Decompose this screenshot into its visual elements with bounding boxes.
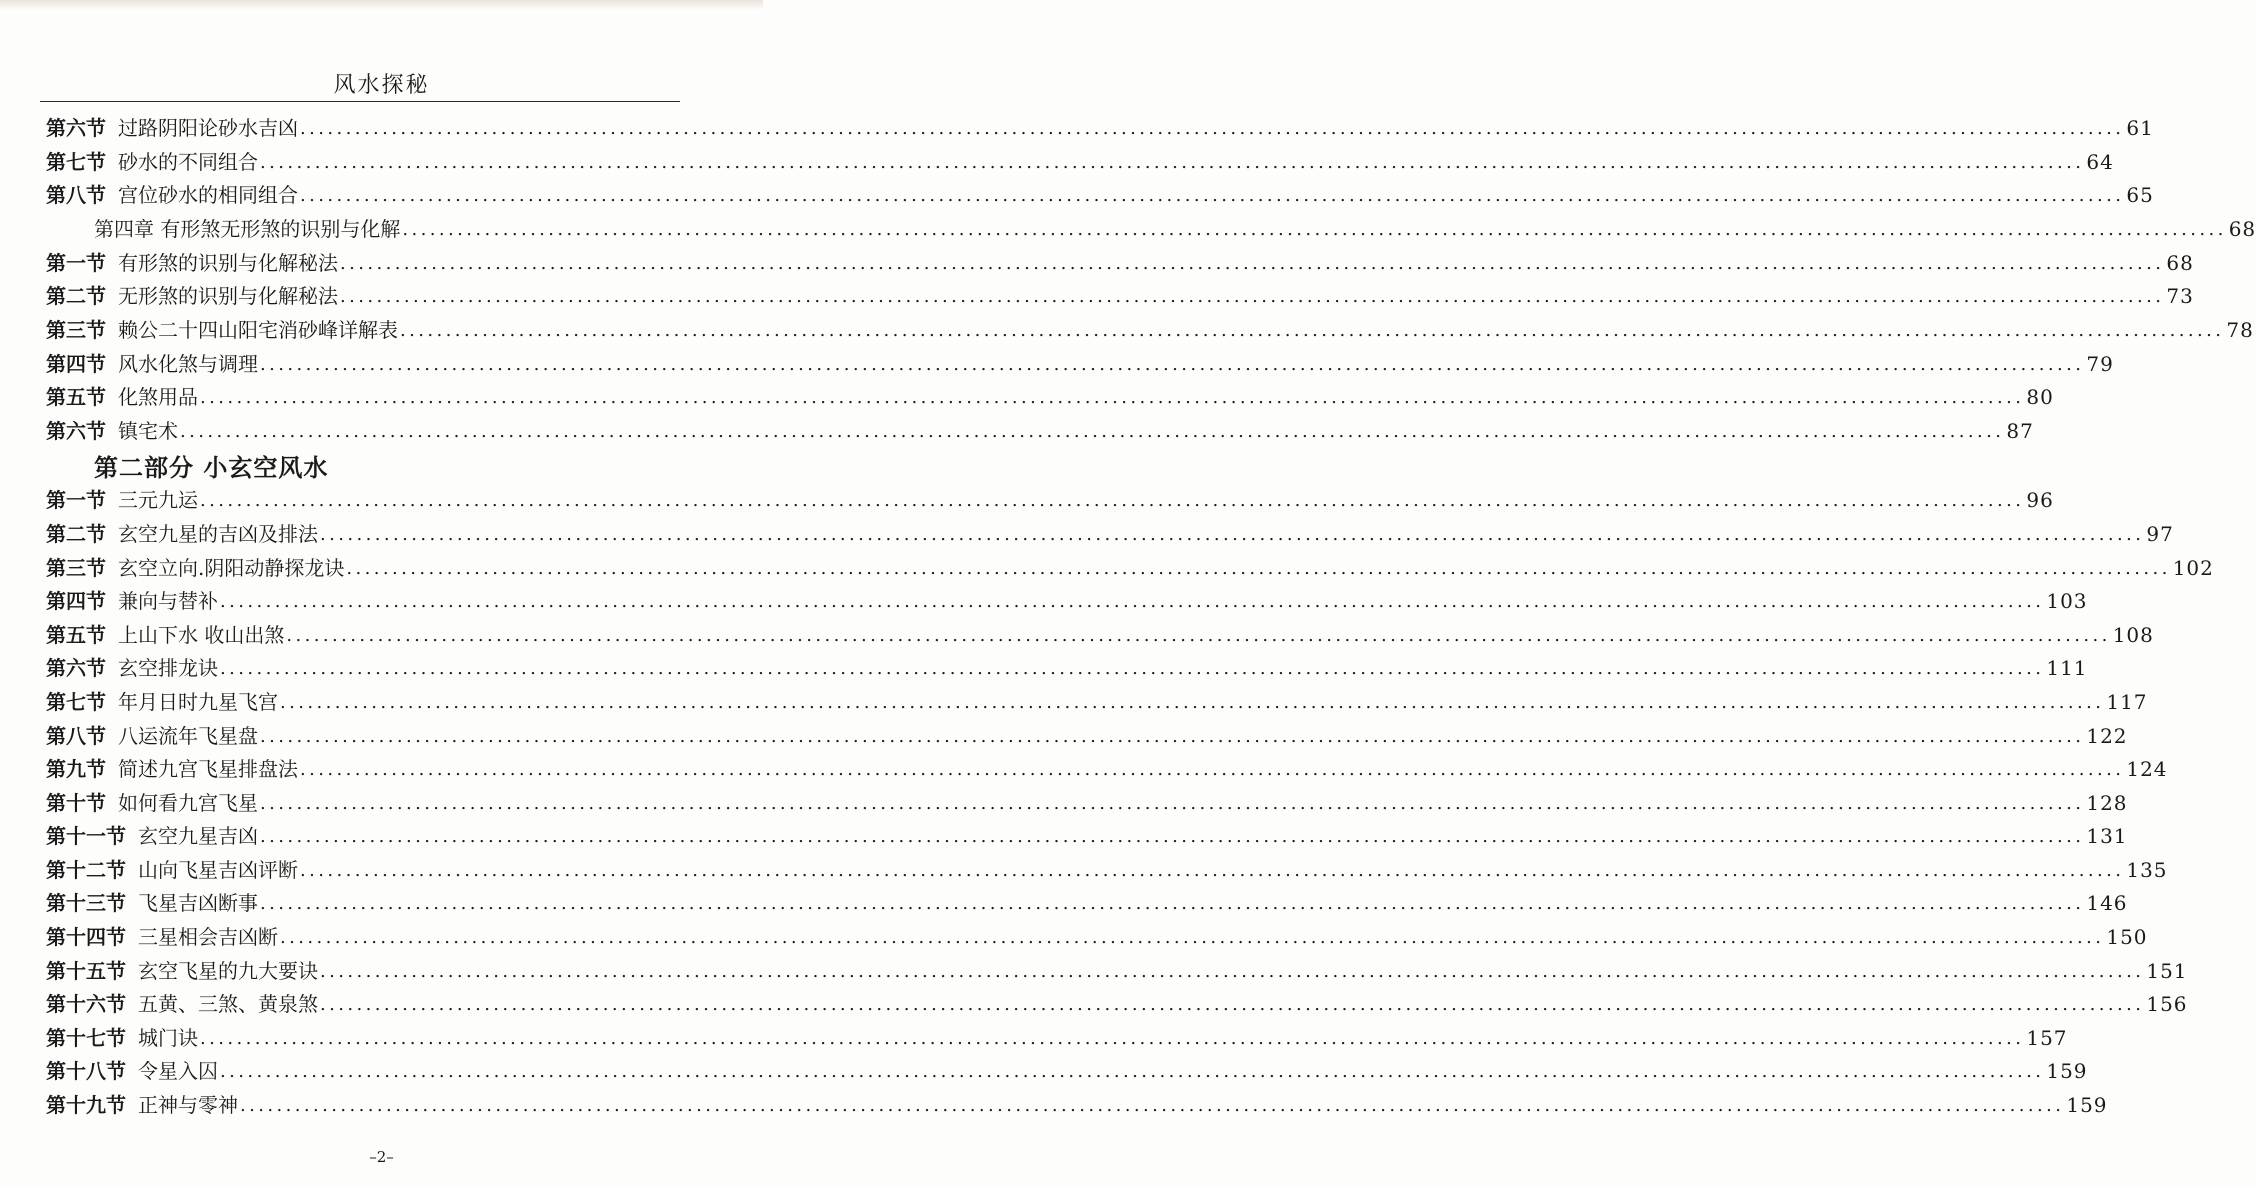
section-number: 第二节 xyxy=(46,284,106,309)
section-title: 砂水的不同组合 xyxy=(118,149,258,174)
dot-leader: ........................................................................................................................................................................................................ xyxy=(300,859,2125,881)
section-number: 第四节 xyxy=(46,589,106,614)
page-number: 150 xyxy=(2106,925,2148,950)
page-number: 61 xyxy=(2126,116,2154,140)
dot-leader: ........................................................................................................................................................................................................ xyxy=(300,759,2125,781)
section-title: 无形煞的识别与化解秘法 xyxy=(118,284,338,309)
section-number: 第七节 xyxy=(46,689,106,714)
section-title: 正神与零神 xyxy=(138,1093,238,1118)
toc-section-entry xyxy=(46,484,2054,518)
page-number: 65 xyxy=(2126,183,2154,208)
dot-leader: ........................................................................................................................................................................................................ xyxy=(260,792,2085,814)
page-number: 135 xyxy=(2126,857,2168,882)
toc-section-entry xyxy=(46,720,2128,754)
section-title: 三星相会吉凶断 xyxy=(138,925,278,950)
page-number: 103 xyxy=(2046,589,2088,614)
toc-section-entry xyxy=(46,1089,2108,1123)
toc-section-entry xyxy=(46,112,2154,146)
page-number: 79 xyxy=(2086,351,2114,376)
dot-leader: ........................................................................................................................................................................................................ xyxy=(402,219,2227,241)
section-title: 有形煞的识别与化解秘法 xyxy=(118,250,338,275)
dot-leader: ........................................................................................................................................................................................................ xyxy=(200,490,2025,512)
section-number: 第一节 xyxy=(46,488,106,513)
section-title: 简述九宫飞星排盘法 xyxy=(118,757,298,782)
toc-section-entry xyxy=(46,280,2194,314)
toc-section-entry xyxy=(46,988,2188,1022)
page-number-footer: –2– xyxy=(369,1148,394,1166)
toc-section-entry xyxy=(46,314,2254,348)
dot-leader: ........................................................................................................................................................................................................ xyxy=(300,185,2125,207)
dot-leader: ........................................................................................................................................................................................................ xyxy=(280,927,2105,949)
dot-leader: ........................................................................................................................................................................................................ xyxy=(220,1061,2045,1083)
page-header-title: 风水探秘 xyxy=(333,73,430,98)
dot-leader: ........................................................................................................................................................................................................ xyxy=(280,691,2105,713)
toc-chapter-entry xyxy=(46,213,2256,247)
section-title: 如何看九宫飞星 xyxy=(118,790,258,815)
dot-leader: ........................................................................................................................................................................................................ xyxy=(320,523,2145,545)
page-number: 68 xyxy=(2228,217,2256,242)
dot-leader: ........................................................................................................................................................................................................ xyxy=(220,658,2045,680)
dot-leader: ........................................................................................................................................................................................................ xyxy=(240,1095,2065,1117)
section-title: 镇宅术 xyxy=(118,418,178,443)
page-number: 117 xyxy=(2106,689,2148,714)
dot-leader: ........................................................................................................................................................................................................ xyxy=(320,994,2145,1016)
page-number: 102 xyxy=(2172,555,2214,580)
section-title: 玄空排龙诀 xyxy=(118,656,218,681)
dot-leader: ........................................................................................................................................................................................................ xyxy=(260,893,2085,915)
toc-section-entry xyxy=(46,1022,2068,1056)
section-title: 五黄、三煞、黄泉煞 xyxy=(138,992,318,1017)
toc-section-entry xyxy=(46,585,2088,619)
section-number: 第五节 xyxy=(46,622,106,647)
section-title: 山向飞星吉凶评断 xyxy=(138,857,298,882)
page-number: 159 xyxy=(2046,1059,2088,1084)
section-title: 兼向与替补 xyxy=(118,589,218,614)
section-number: 第一节 xyxy=(46,250,106,275)
toc-section-entry xyxy=(46,686,2148,720)
page-number: 78 xyxy=(2226,317,2254,342)
section-number: 第三节 xyxy=(46,317,106,342)
toc-section-entry xyxy=(46,552,2214,586)
section-title: 飞星吉凶断事 xyxy=(138,891,258,916)
part-title: 第二部分 小玄空风水 xyxy=(94,452,329,482)
section-title: 玄空九星的吉凶及排法 xyxy=(118,521,318,546)
page-number: 73 xyxy=(2166,284,2194,309)
page-number: 96 xyxy=(2026,488,2054,513)
section-number: 第二节 xyxy=(46,521,106,546)
toc-section-entry xyxy=(46,381,2054,415)
toc-section-entry xyxy=(46,619,2154,653)
section-number: 第十节 xyxy=(46,790,106,815)
dot-leader: ........................................................................................................................................................................................................ xyxy=(300,118,2125,139)
page-number: 128 xyxy=(2086,790,2128,815)
toc-section-entry xyxy=(46,415,2034,449)
dot-leader: ........................................................................................................................................................................................................ xyxy=(400,319,2225,341)
toc-section-entry xyxy=(46,1055,2088,1089)
section-title: 上山下水 收山出煞 xyxy=(118,622,285,647)
dot-leader: ........................................................................................................................................................................................................ xyxy=(180,420,2005,442)
table-of-contents xyxy=(46,112,2256,1123)
section-number: 第三节 xyxy=(46,555,106,580)
section-number: 第十六节 xyxy=(46,992,126,1017)
page-number: 111 xyxy=(2046,656,2088,681)
section-title: 玄空九星吉凶 xyxy=(138,824,258,849)
section-number: 第十八节 xyxy=(46,1059,126,1084)
toc-section-entry xyxy=(46,787,2128,821)
page-number: 68 xyxy=(2166,250,2194,275)
toc-section-entry xyxy=(46,753,2168,787)
page-number: 87 xyxy=(2006,418,2034,443)
toc-section-entry xyxy=(46,652,2088,686)
header-rule xyxy=(40,101,680,102)
section-number: 第六节 xyxy=(46,116,106,140)
page-number: 122 xyxy=(2086,723,2128,748)
chapter-title: 第四章 有形煞无形煞的识别与化解 xyxy=(94,217,401,242)
section-number: 第五节 xyxy=(46,385,106,410)
dot-leader: ........................................................................................................................................................................................................ xyxy=(260,725,2085,747)
toc-section-entry xyxy=(46,348,2114,382)
page-number: 151 xyxy=(2146,958,2188,983)
toc-section-entry xyxy=(46,820,2128,854)
section-title: 城门诀 xyxy=(138,1025,198,1050)
page-number: 157 xyxy=(2026,1025,2068,1050)
page-number: 146 xyxy=(2086,891,2128,916)
page-number: 108 xyxy=(2112,622,2154,647)
section-number: 第九节 xyxy=(46,757,106,782)
section-number: 第八节 xyxy=(46,723,106,748)
toc-part-heading xyxy=(46,448,682,484)
section-number: 第四节 xyxy=(46,351,106,376)
page-top-edge xyxy=(0,0,763,10)
section-number: 第七节 xyxy=(46,149,106,174)
dot-leader: ........................................................................................................................................................................................................ xyxy=(220,591,2045,613)
page-number: 80 xyxy=(2026,385,2054,410)
section-title: 八运流年飞星盘 xyxy=(118,723,258,748)
dot-leader: ........................................................................................................................................................................................................ xyxy=(200,387,2025,409)
dot-leader: ........................................................................................................................................................................................................ xyxy=(320,960,2145,982)
dot-leader: ........................................................................................................................................................................................................ xyxy=(340,252,2165,274)
section-title: 过路阴阳论砂水吉凶 xyxy=(118,116,298,140)
section-number: 第八节 xyxy=(46,183,106,208)
section-number: 第十一节 xyxy=(46,824,126,849)
page-number: 156 xyxy=(2146,992,2188,1017)
page-number: 131 xyxy=(2086,824,2128,849)
page-number: 124 xyxy=(2126,757,2168,782)
section-number: 第十七节 xyxy=(46,1025,126,1050)
dot-leader: ........................................................................................................................................................................................................ xyxy=(286,624,2111,646)
section-title: 玄空飞星的九大要诀 xyxy=(138,958,318,983)
dot-leader: ........................................................................................................................................................................................................ xyxy=(346,557,2171,579)
section-number: 第十五节 xyxy=(46,958,126,983)
section-number: 第十四节 xyxy=(46,925,126,950)
section-number: 第十九节 xyxy=(46,1093,126,1118)
section-number: 第六节 xyxy=(46,656,106,681)
section-title: 年月日时九星飞宫 xyxy=(118,689,278,714)
toc-section-entry xyxy=(46,247,2194,281)
dot-leader: ........................................................................................................................................................................................................ xyxy=(260,353,2085,375)
section-title: 风水化煞与调理 xyxy=(118,351,258,376)
page-number: 97 xyxy=(2146,521,2174,546)
page-number: 159 xyxy=(2066,1093,2108,1118)
toc-section-entry xyxy=(46,146,2114,180)
dot-leader: ........................................................................................................................................................................................................ xyxy=(340,286,2165,308)
section-number: 第十三节 xyxy=(46,891,126,916)
toc-section-entry xyxy=(46,921,2148,955)
page-number: 64 xyxy=(2086,149,2114,174)
toc-section-entry xyxy=(46,887,2128,921)
section-title: 化煞用品 xyxy=(118,385,198,410)
toc-section-entry xyxy=(46,854,2168,888)
dot-leader: ........................................................................................................................................................................................................ xyxy=(260,826,2085,848)
section-title: 三元九运 xyxy=(118,488,198,513)
dot-leader: ........................................................................................................................................................................................................ xyxy=(200,1027,2025,1049)
section-number: 第十二节 xyxy=(46,857,126,882)
section-title: 宫位砂水的相同组合 xyxy=(118,183,298,208)
section-title: 令星入囚 xyxy=(138,1059,218,1084)
dot-leader: ........................................................................................................................................................................................................ xyxy=(260,151,2085,173)
section-title: 赖公二十四山阳宅消砂峰详解表 xyxy=(118,317,398,342)
toc-section-entry xyxy=(46,179,2154,213)
section-number: 第六节 xyxy=(46,418,106,443)
toc-section-entry xyxy=(46,955,2188,989)
toc-section-entry xyxy=(46,518,2174,552)
section-title: 玄空立向.阴阳动静探龙诀 xyxy=(118,555,345,580)
